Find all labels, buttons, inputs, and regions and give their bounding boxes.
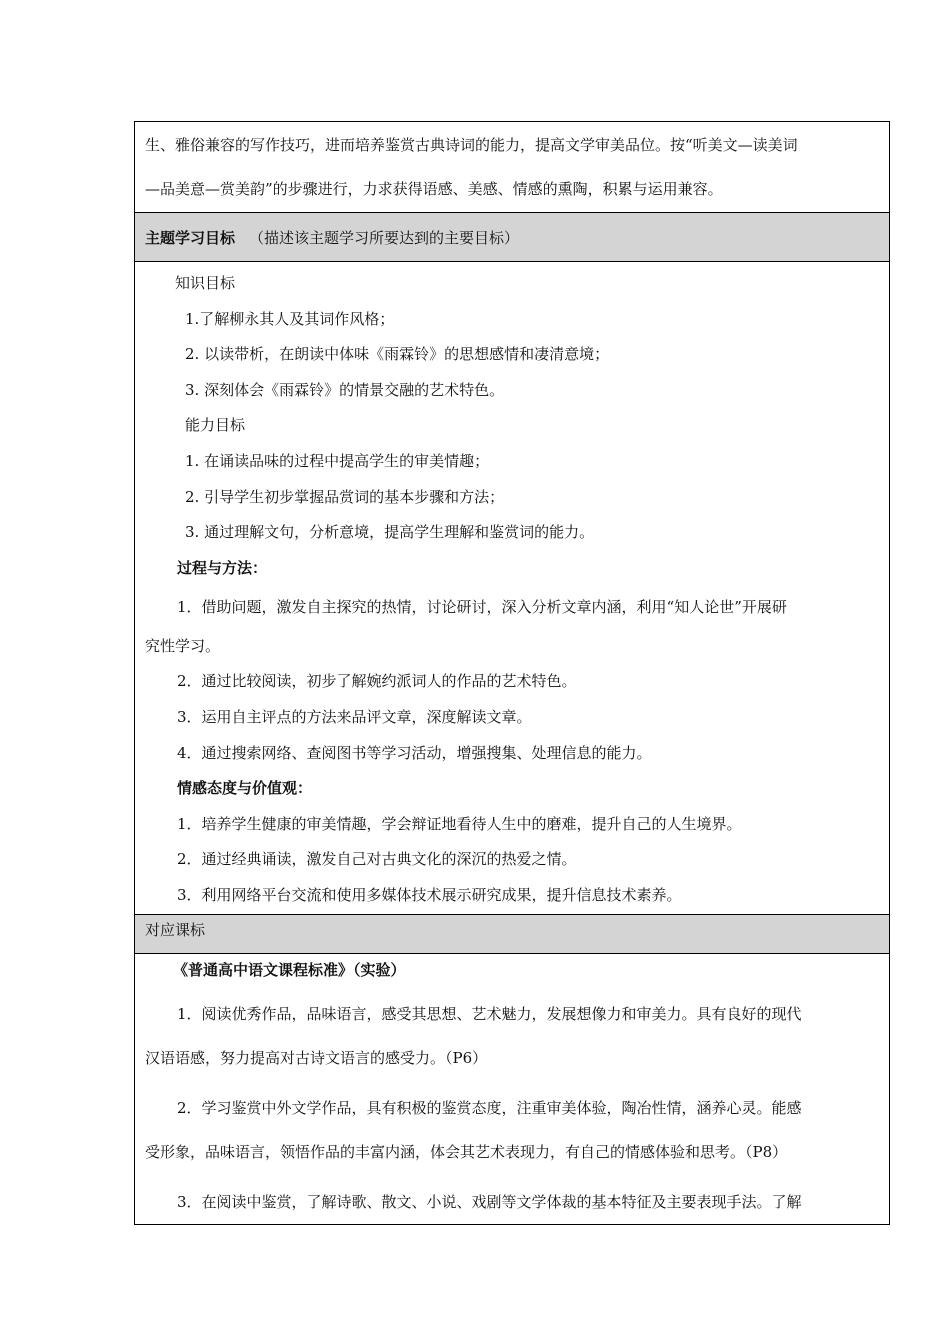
process-item: 3．运用自主评点的方法来品评文章，深度解读文章。 — [177, 707, 532, 726]
emotion-heading: 情感态度与价值观： — [177, 779, 313, 798]
standards-paragraph-2-line-2: 受形象，品味语言，领悟作品的丰富内涵，体会其艺术表现力，有自己的情感体验和思考。（P8） — [145, 1142, 788, 1161]
process-item: 2．通过比较阅读，初步了解婉约派词人的作品的艺术特色。 — [177, 672, 577, 691]
knowledge-item: 1.了解柳永其人及其词作风格； — [185, 309, 395, 328]
ability-item: 3. 通过理解文句，分析意境，提高学生理解和鉴赏词的能力。 — [185, 523, 595, 542]
goals-row — [135, 262, 890, 915]
standards-paragraph-2-line-1: 2．学习鉴赏中外文学作品，具有积极的鉴赏态度，注重审美体验，陶冶性情，涵养心灵。能感 — [177, 1098, 802, 1117]
goals-cell — [135, 262, 890, 915]
knowledge-heading: 知识目标 — [175, 274, 236, 292]
goals-header-title: 主题学习目标 — [145, 229, 236, 247]
intro-line-1: 生、雅俗兼容的写作技巧，进而培养鉴赏古典诗词的能力，提高文学审美品位。按“听美文—读美词 — [145, 136, 798, 154]
intro-line-2: —品美意—赏美韵”的步骤进行，力求获得语感、美感、情感的熏陶，积累与运用兼容。 — [145, 180, 723, 198]
ability-item: 1. 在诵读品味的过程中提高学生的审美情趣； — [185, 451, 490, 470]
standards-paragraph-1-line-1: 1．阅读优秀作品，品味语言，感受其思想、艺术魅力，发展想像力和审美力。具有良好的现代 — [177, 1004, 802, 1023]
goals-header-description: （描述该主题学习所要达到的主要目标） — [249, 229, 520, 247]
lesson-plan-table — [134, 121, 890, 1225]
intro-cell — [135, 122, 890, 213]
process-item-continuation: 究性学习。 — [145, 637, 221, 656]
standards-header-row — [135, 914, 890, 953]
ability-heading: 能力目标 — [185, 416, 246, 435]
emotion-item: 3．利用网络平台交流和使用多媒体技术展示研究成果，提升信息技术素养。 — [177, 885, 682, 904]
standards-cell — [135, 953, 890, 1224]
standards-header-cell — [135, 914, 890, 953]
standards-paragraph-3-line-1: 3．在阅读中鉴赏，了解诗歌、散文、小说、戏剧等文学体裁的基本特征及主要表现手法。了解 — [177, 1192, 802, 1211]
intro-row — [135, 122, 890, 213]
process-heading: 过程与方法： — [177, 558, 268, 577]
standards-title: 《普通高中语文课程标准》（实验） — [173, 960, 406, 979]
knowledge-item: 3. 深刻体会《雨霖铃》的情景交融的艺术特色。 — [185, 380, 505, 399]
process-item: 1．借助问题，激发自主探究的热情，讨论研讨，深入分析文章内涵，利用“知人论世”开展研 — [177, 598, 787, 617]
standards-row — [135, 953, 890, 1224]
goals-header-row — [135, 213, 890, 262]
standards-header-title: 对应课标 — [145, 920, 206, 939]
emotion-item: 2．通过经典诵读，激发自己对古典文化的深沉的热爱之情。 — [177, 850, 577, 869]
process-item: 4．通过搜索网络、查阅图书等学习活动，增强搜集、处理信息的能力。 — [177, 743, 652, 762]
knowledge-item: 2. 以读带析，在朗读中体味《雨霖铃》的思想感情和凄清意境； — [185, 345, 610, 364]
ability-item: 2. 引导学生初步掌握品赏词的基本步骤和方法； — [185, 487, 505, 506]
standards-paragraph-1-line-2: 汉语语感，努力提高对古诗文语言的感受力。（P6） — [145, 1048, 488, 1067]
emotion-item: 1．培养学生健康的审美情趣，学会辩证地看待人生中的磨难，提升自己的人生境界。 — [177, 814, 742, 833]
goals-header-cell — [135, 213, 890, 262]
